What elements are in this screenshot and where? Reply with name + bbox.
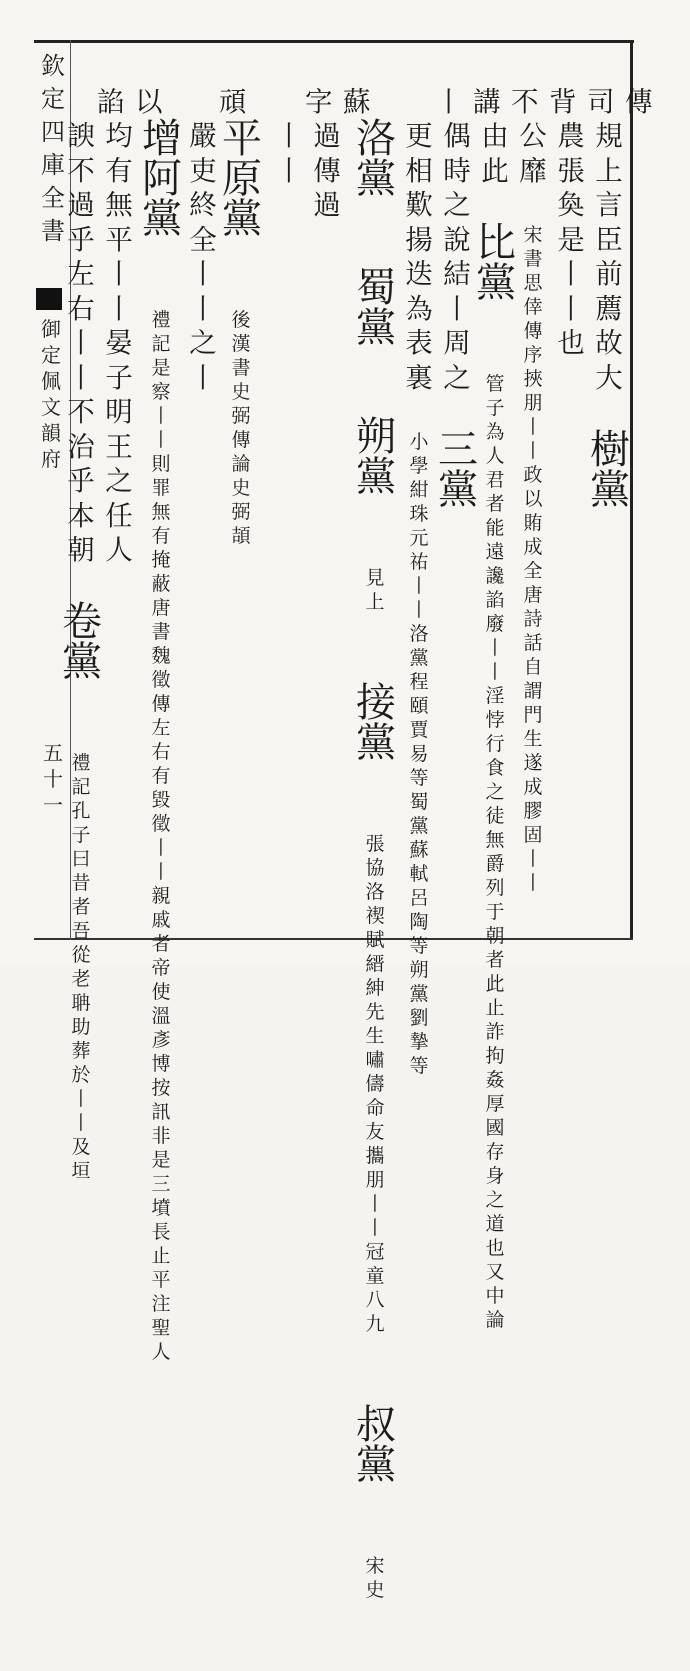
column-1-text: 傳 規 上 言 臣 前 薦 故 大	[595, 85, 653, 394]
column-5-text: 講 偶 時 之 說 結 丨 周 之	[443, 85, 501, 394]
headword-zeng-a-dang: 增 阿 黨	[142, 116, 182, 242]
text-column-14	[62, 50, 125, 1182]
column-14-text: 諂 諛 不 過 乎 左 右 丨 丨 不 治 乎 本 朝	[67, 85, 125, 566]
san-dang-annotation: 小 學 紺 珠 元 祐 丨 丨 洛 黨 程 頤 賈 易 等 蜀 黨 蘇 軾 呂 陶 等 朔 黨 劉 摯 等	[409, 430, 429, 1077]
bi-dang-annotation: 管 子 為 人 君 者 能 遠 讒 諂 廢 丨 丨 淫 悖 行 食 之 徒 無 爵 列 于 朝 者 此 止 詐 拘 姦 厚 國 存 身 之 道 也 又 中 論	[485, 372, 505, 1331]
headword-shu-dang-2: 蜀 黨	[356, 265, 396, 351]
headword-san-dang: 三 黨	[438, 426, 478, 513]
headword-luo-dang: 洛 黨	[356, 116, 396, 202]
page-number: 五 十 一	[43, 741, 63, 817]
column-13-text: 以 均 有 無 平 丨 丨 晏 子 明 王 之 任 人	[105, 85, 163, 566]
text-column-8	[308, 50, 371, 930]
text-column-9	[270, 50, 333, 930]
jie-dang-annotation: 張 協 洛 禊 賦 縉 紳 先 生 嘯 儔 命 友 攜 朋 丨 丨 冠 童 八 九	[365, 833, 385, 1335]
text-column-7	[356, 50, 396, 1601]
column-2-text: 司 農 張 奐 是 丨 丨 也	[557, 85, 615, 359]
headword-bi-dang: 比 黨	[476, 219, 516, 306]
fish-tail-mark	[36, 288, 62, 310]
zeng-a-annotation: 禮 記 是 察 丨 丨 則 罪 無 有 掩 蔽 唐 書 魏 徵 傳 左 右 有 毀 徵 丨 丨 親 戚 者 帝 使 溫 彥 博 按 訊 非 是 三 墳 長 止 平 注 聖 人	[151, 309, 171, 1363]
margin-title-top: 欽 定 四 庫 全 書	[41, 52, 65, 245]
frame-top-border	[34, 40, 634, 43]
text-column-10	[222, 50, 260, 930]
headword-shu-dang-3: 叔 黨	[356, 1402, 396, 1488]
headword-juan-dang: 卷 黨	[62, 599, 102, 685]
column-3-text: 背 公 靡	[519, 85, 577, 187]
text-column-12	[142, 50, 182, 1363]
text-column-3	[514, 50, 577, 930]
juan-dang-annotation: 禮 記 孔 子 曰 昔 者 吾 從 老 聃 助 葬 於 丨 丨 及 垣	[71, 752, 91, 1182]
headword-shu-dang: 樹 黨	[590, 426, 630, 513]
headword-shuo-dang: 朔 黨	[356, 414, 396, 500]
shu-dang-3-annotation: 宋 史	[365, 1555, 385, 1601]
shu-dang-annotation: 宋 書 思 倖 傳 序 挾 朋 丨 丨 政 以 賄 成 全 唐 詩 話 自 謂 門 生 遂 成 膠 固 丨 丨	[523, 223, 543, 894]
headword-jie-dang: 接 黨	[356, 680, 396, 766]
headword-ping-yuan-dang: 平 原 黨	[222, 116, 262, 242]
margin-title-bottom: 御 定 佩 文 韻 府	[41, 317, 61, 471]
frame-right-border	[630, 40, 633, 940]
column-9-text: 字 丨 丨	[275, 85, 333, 187]
text-column-1	[590, 50, 653, 930]
column-11-text: 頑 嚴 吏 終 全 丨 丨 之 丨	[189, 85, 247, 394]
column-4-text: 不 由 此	[481, 85, 539, 187]
column-6-text: 丨 更 相 歎 揚 迭 為 表 裏	[405, 85, 463, 394]
ping-yuan-annotation: 後 漢 書 史 弼 傳 論 史 弼 頡	[231, 309, 251, 547]
see-above-note: 見 上	[365, 567, 385, 613]
column-8-text: 蘇 過 傳 過	[313, 85, 371, 221]
